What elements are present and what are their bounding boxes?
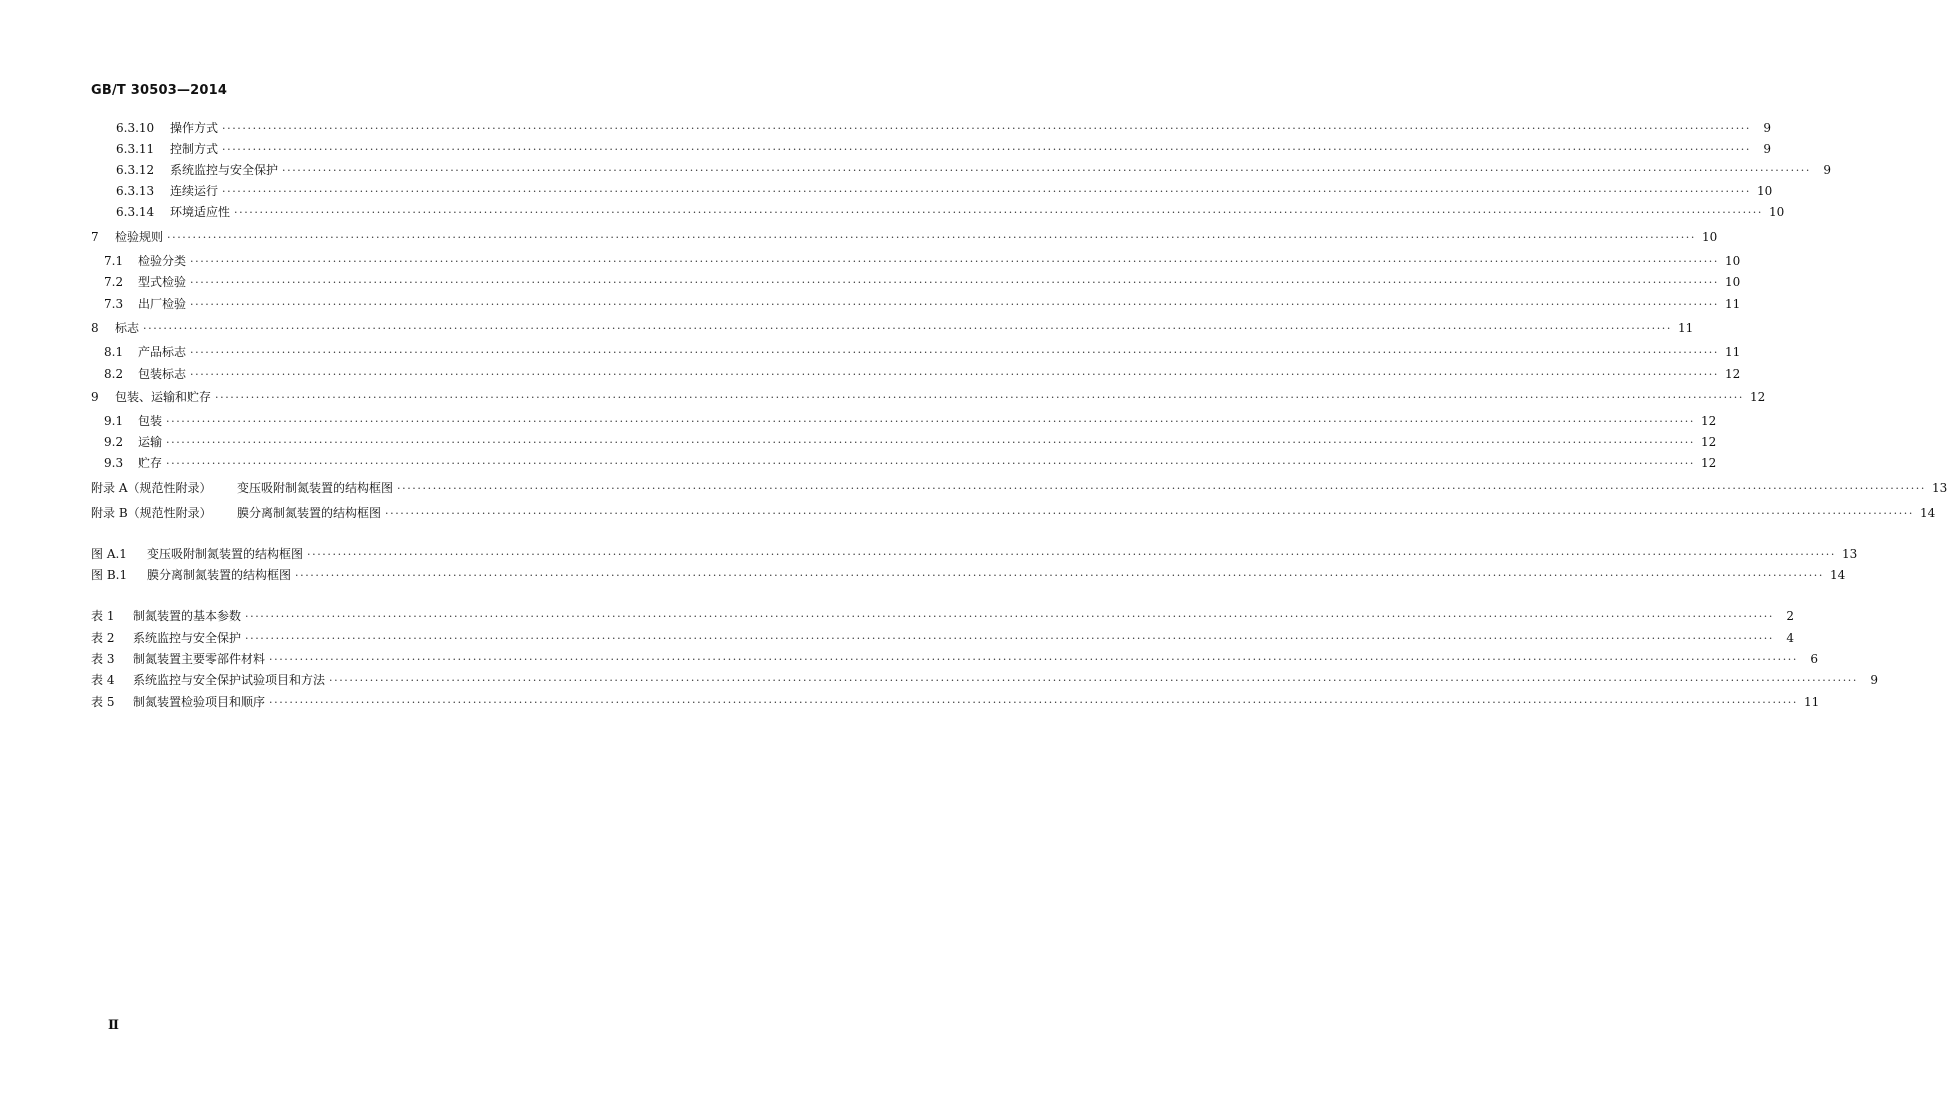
- entries-page-number: 13: [1932, 481, 1947, 495]
- entries-title: 包装标志: [138, 367, 187, 381]
- page-number: Ⅱ: [108, 1018, 119, 1033]
- dot-leader: ············································································································································································································································································································: [166, 457, 1695, 470]
- entries-number: 8.1: [104, 345, 124, 359]
- entries-row[interactable]: [104, 411, 1717, 431]
- entries-row[interactable]: [91, 227, 1718, 247]
- tables-number: 表 1: [91, 609, 115, 623]
- entries-row[interactable]: [116, 139, 1771, 159]
- entries-page-number: 14: [1920, 506, 1936, 520]
- dot-leader: ············································································································································································································································································································: [190, 276, 1719, 289]
- entries-page-number: 12: [1701, 435, 1717, 449]
- entries-title: 检验分类: [138, 254, 187, 268]
- tables-number: 表 4: [91, 673, 115, 687]
- tables-title: 制氮装置的基本参数: [133, 609, 242, 623]
- entries-page-number: 10: [1725, 254, 1741, 268]
- figures-number: 图 A.1: [91, 547, 127, 561]
- dot-leader: ············································································································································································································································································································: [295, 569, 1824, 582]
- entries-row[interactable]: [116, 118, 1771, 138]
- entries-row[interactable]: [104, 453, 1717, 473]
- dot-leader: ············································································································································································································································································································: [190, 255, 1719, 268]
- dot-leader: ············································································································································································································································································································: [215, 391, 1744, 404]
- dot-leader: ············································································································································································································································································································: [245, 632, 1774, 645]
- figures-row[interactable]: [91, 565, 1846, 585]
- tables-title: 制氮装置主要零部件材料: [133, 652, 266, 666]
- tables-number: 表 5: [91, 695, 115, 709]
- entries-page-number: 12: [1750, 390, 1766, 404]
- entries-row[interactable]: [116, 181, 1773, 201]
- entries-number: 9.3: [104, 456, 124, 470]
- entries-title: 控制方式: [170, 142, 219, 156]
- document-code-header: GB/T 30503—2014: [91, 83, 228, 98]
- entries-number: 6.3.13: [116, 184, 155, 198]
- tables-row[interactable]: [91, 692, 1820, 712]
- dot-leader: ············································································································································································································································································································: [166, 436, 1695, 449]
- entries-number: 9.2: [104, 435, 124, 449]
- entries-number: 9: [91, 390, 99, 404]
- dot-leader: ············································································································································································································································································································: [282, 164, 1811, 177]
- dot-leader: ············································································································································································································································································································: [245, 610, 1774, 623]
- entries-number: 9.1: [104, 414, 124, 428]
- dot-leader: ············································································································································································································································································································: [167, 231, 1696, 244]
- entries-number: 8.2: [104, 367, 124, 381]
- tables-row[interactable]: [91, 649, 1818, 669]
- tables-row[interactable]: [91, 628, 1794, 648]
- entries-number: 7.2: [104, 275, 124, 289]
- entries-page-number: 11: [1725, 345, 1741, 359]
- figures-title: 变压吸附制氮装置的结构框图: [147, 547, 304, 561]
- entries-row[interactable]: [104, 364, 1741, 384]
- entries-page-number: 12: [1701, 456, 1717, 470]
- entries-row[interactable]: [91, 478, 1947, 498]
- figures-number: 图 B.1: [91, 568, 128, 582]
- entries-number: 8: [91, 321, 99, 335]
- entries-title: 标志: [115, 321, 140, 335]
- dot-leader: ············································································································································································································································································································: [385, 507, 1914, 520]
- dot-leader: ············································································································································································································································································································: [222, 143, 1751, 156]
- dot-leader: ············································································································································································································································································································: [143, 322, 1672, 335]
- entries-page-number: 10: [1725, 275, 1741, 289]
- entries-row[interactable]: [104, 272, 1741, 292]
- tables-page-number: 11: [1804, 695, 1820, 709]
- tables-row[interactable]: [91, 606, 1794, 626]
- entries-number: 7.3: [104, 297, 124, 311]
- entries-title: 型式检验: [138, 275, 187, 289]
- entries-number: 6.3.11: [116, 142, 155, 156]
- entries-number: 附录 B（规范性附录）: [91, 506, 212, 520]
- tables-page-number: 9: [1870, 673, 1878, 687]
- entries-title: 运输: [138, 435, 163, 449]
- entries-title: 包装: [138, 414, 163, 428]
- entries-title: 贮存: [138, 456, 163, 470]
- entries-page-number: 12: [1701, 414, 1717, 428]
- entries-page-number: 12: [1725, 367, 1741, 381]
- entries-row[interactable]: [104, 432, 1717, 452]
- figures-row[interactable]: [91, 544, 1858, 564]
- entries-title: 变压吸附制氮装置的结构框图: [237, 481, 394, 495]
- entries-page-number: 10: [1757, 184, 1773, 198]
- entries-row[interactable]: [116, 202, 1785, 222]
- dot-leader: ············································································································································································································································································································: [190, 298, 1719, 311]
- dot-leader: ············································································································································································································································································································: [329, 674, 1858, 687]
- entries-number: 7.1: [104, 254, 124, 268]
- entries-row[interactable]: [104, 251, 1741, 271]
- dot-leader: ············································································································································································································································································································: [166, 415, 1695, 428]
- entries-row[interactable]: [91, 387, 1766, 407]
- entries-page-number: 9: [1763, 121, 1771, 135]
- dot-leader: ············································································································································································································································································································: [222, 122, 1751, 135]
- entries-title: 系统监控与安全保护: [170, 163, 279, 177]
- tables-title: 系统监控与安全保护试验项目和方法: [133, 673, 326, 687]
- figures-page-number: 13: [1842, 547, 1858, 561]
- entries-title: 出厂检验: [138, 297, 187, 311]
- dot-leader: ············································································································································································································································································································: [269, 653, 1798, 666]
- entries-page-number: 9: [1823, 163, 1831, 177]
- entries-row[interactable]: [91, 318, 1694, 338]
- entries-number: 6.3.14: [116, 205, 155, 219]
- figures-title: 膜分离制氮装置的结构框图: [147, 568, 292, 582]
- entries-title: 包装、运输和贮存: [115, 390, 212, 404]
- tables-number: 表 3: [91, 652, 115, 666]
- tables-page-number: 4: [1786, 631, 1794, 645]
- entries-title: 连续运行: [170, 184, 219, 198]
- entries-title: 环境适应性: [170, 205, 231, 219]
- dot-leader: ············································································································································································································································································································: [234, 206, 1763, 219]
- dot-leader: ············································································································································································································································································································: [397, 482, 1926, 495]
- entries-row[interactable]: [104, 294, 1741, 314]
- dot-leader: ············································································································································································································································································································: [269, 696, 1798, 709]
- tables-row[interactable]: [91, 670, 1878, 690]
- entries-title: 产品标志: [138, 345, 187, 359]
- entries-page-number: 10: [1769, 205, 1785, 219]
- dot-leader: ············································································································································································································································································································: [190, 368, 1719, 381]
- tables-number: 表 2: [91, 631, 115, 645]
- dot-leader: ············································································································································································································································································································: [222, 185, 1751, 198]
- tables-page-number: 2: [1786, 609, 1794, 623]
- entries-row[interactable]: [91, 503, 1936, 523]
- entries-row[interactable]: [116, 160, 1831, 180]
- entries-title: 操作方式: [170, 121, 219, 135]
- entries-title: 膜分离制氮装置的结构框图: [237, 506, 382, 520]
- entries-page-number: 11: [1678, 321, 1694, 335]
- entries-number: 7: [91, 230, 99, 244]
- tables-title: 制氮装置检验项目和顺序: [133, 695, 266, 709]
- dot-leader: ············································································································································································································································································································: [307, 548, 1836, 561]
- entries-page-number: 10: [1702, 230, 1718, 244]
- entries-number: 6.3.12: [116, 163, 155, 177]
- entries-number: 附录 A（规范性附录）: [91, 481, 212, 495]
- tables-title: 系统监控与安全保护: [133, 631, 242, 645]
- figures-page-number: 14: [1830, 568, 1846, 582]
- entries-page-number: 11: [1725, 297, 1741, 311]
- entries-row[interactable]: [104, 342, 1741, 362]
- entries-number: 6.3.10: [116, 121, 155, 135]
- tables-page-number: 6: [1810, 652, 1818, 666]
- entries-title: 检验规则: [115, 230, 164, 244]
- entries-page-number: 9: [1763, 142, 1771, 156]
- dot-leader: ············································································································································································································································································································: [190, 346, 1719, 359]
